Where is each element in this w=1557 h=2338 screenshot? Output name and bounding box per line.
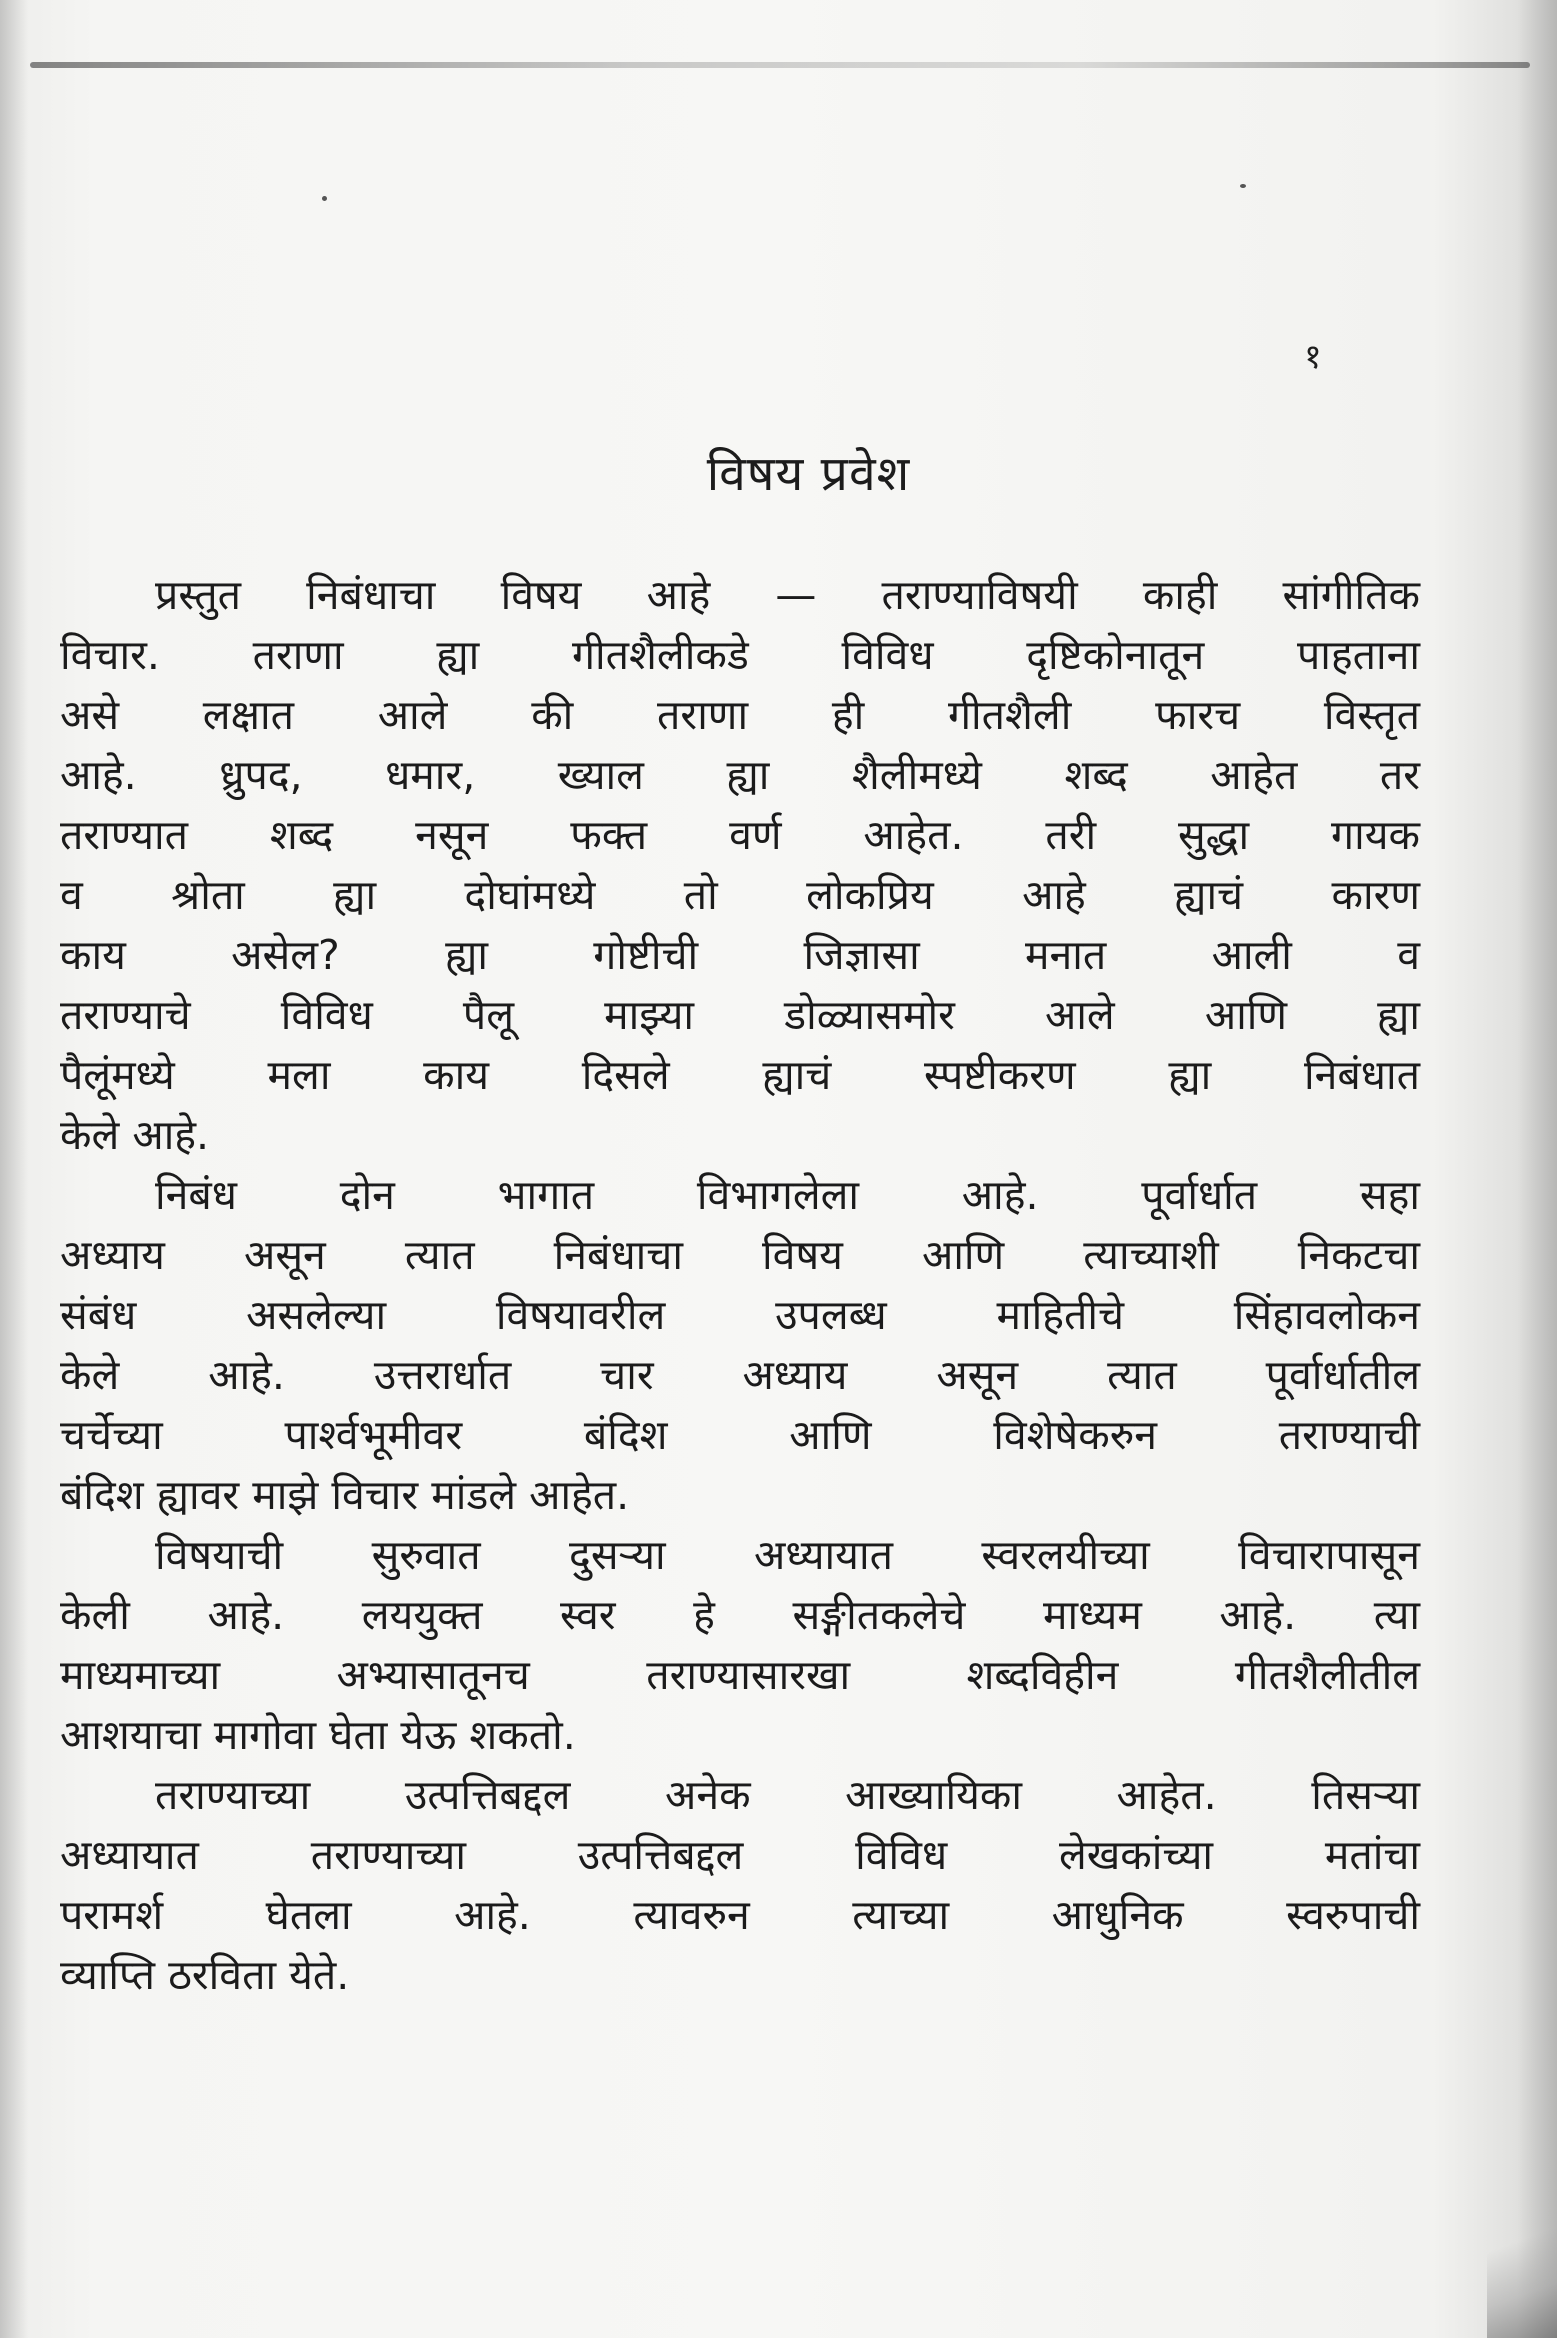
page-right-edge: [1517, 0, 1557, 2338]
page-top-edge: [30, 62, 1530, 68]
text-line: माध्यमाच्या अभ्यासातूनच तराण्यासारखा शब्दविहीन गीतशैलीतील: [60, 1651, 1420, 1699]
text-line: संबंध असलेल्या विषयावरील उपलब्ध माहितीचे सिंहावलोकन: [60, 1291, 1420, 1339]
text-line: आहे. ध्रुपद, धमार, ख्याल ह्या शैलीमध्ये शब्द आहेत तर: [60, 751, 1420, 799]
text-line: व श्रोता ह्या दोघांमध्ये तो लोकप्रिय आहे ह्याचं कारण: [60, 871, 1420, 919]
page-left-shadow: [0, 0, 28, 2338]
text-line: परामर्श घेतला आहे. त्यावरुन त्याच्या आधुनिक स्वरुपाची: [60, 1891, 1420, 1939]
text-line: अध्याय असून त्यात निबंधाचा विषय आणि त्याच्याशी निकटचा: [60, 1231, 1420, 1279]
text-line: तराण्याचे विविध पैलू माझ्या डोळ्यासमोर आले आणि ह्या: [60, 991, 1420, 1039]
text-line: बंदिश ह्यावर माझे विचार मांडले आहेत.: [60, 1471, 630, 1519]
paper-speck: [322, 196, 327, 201]
text-line: काय असेल? ह्या गोष्टीची जिज्ञासा मनात आली व: [60, 931, 1420, 979]
page-corner-wear: [1487, 2178, 1557, 2338]
text-line: केले आहे.: [60, 1111, 210, 1159]
body-text: [60, 565, 1420, 2005]
paper-speck: [1240, 184, 1246, 188]
text-line: केली आहे. लययुक्त स्वर हे सङ्गीतकलेचे माध्यम आहे. त्या: [60, 1591, 1420, 1639]
text-line: असे लक्षात आले की तराणा ही गीतशैली फारच विस्तृत: [60, 691, 1420, 739]
page-title: विषय प्रवेश: [706, 446, 911, 502]
text-line: तराण्याच्या उत्पत्तिबद्दल अनेक आख्यायिका आहेत. तिसऱ्या: [155, 1771, 1420, 1819]
text-line: विचार. तराणा ह्या गीतशैलीकडे विविध दृष्टिकोनातून पाहताना: [60, 631, 1420, 679]
text-line: निबंध दोन भागात विभागलेला आहे. पूर्वार्धात सहा: [155, 1171, 1420, 1219]
text-line: व्याप्ति ठरविता येते.: [60, 1951, 350, 1999]
text-line: चर्चेच्या पार्श्वभूमीवर बंदिश आणि विशेषेकरुन तराण्याची: [60, 1411, 1420, 1459]
text-line: प्रस्तुत निबंधाचा विषय आहे — तराण्याविषयी काही सांगीतिक: [155, 571, 1420, 619]
text-line: केले आहे. उत्तरार्धात चार अध्याय असून त्यात पूर्वार्धातील: [60, 1351, 1420, 1399]
page-number: १: [1304, 337, 1322, 377]
text-line: पैलूंमध्ये मला काय दिसले ह्याचं स्पष्टीकरण ह्या निबंधात: [60, 1051, 1420, 1099]
text-line: अध्यायात तराण्याच्या उत्पत्तिबद्दल विविध लेखकांच्या मतांचा: [60, 1831, 1420, 1879]
text-line: तराण्यात शब्द नसून फक्त वर्ण आहेत. तरी सुद्धा गायक: [60, 811, 1420, 859]
text-line: विषयाची सुरुवात दुसऱ्या अध्यायात स्वरलयीच्या विचारापासून: [155, 1531, 1420, 1579]
text-line: आशयाचा मागोवा घेता येऊ शकतो.: [60, 1711, 576, 1759]
